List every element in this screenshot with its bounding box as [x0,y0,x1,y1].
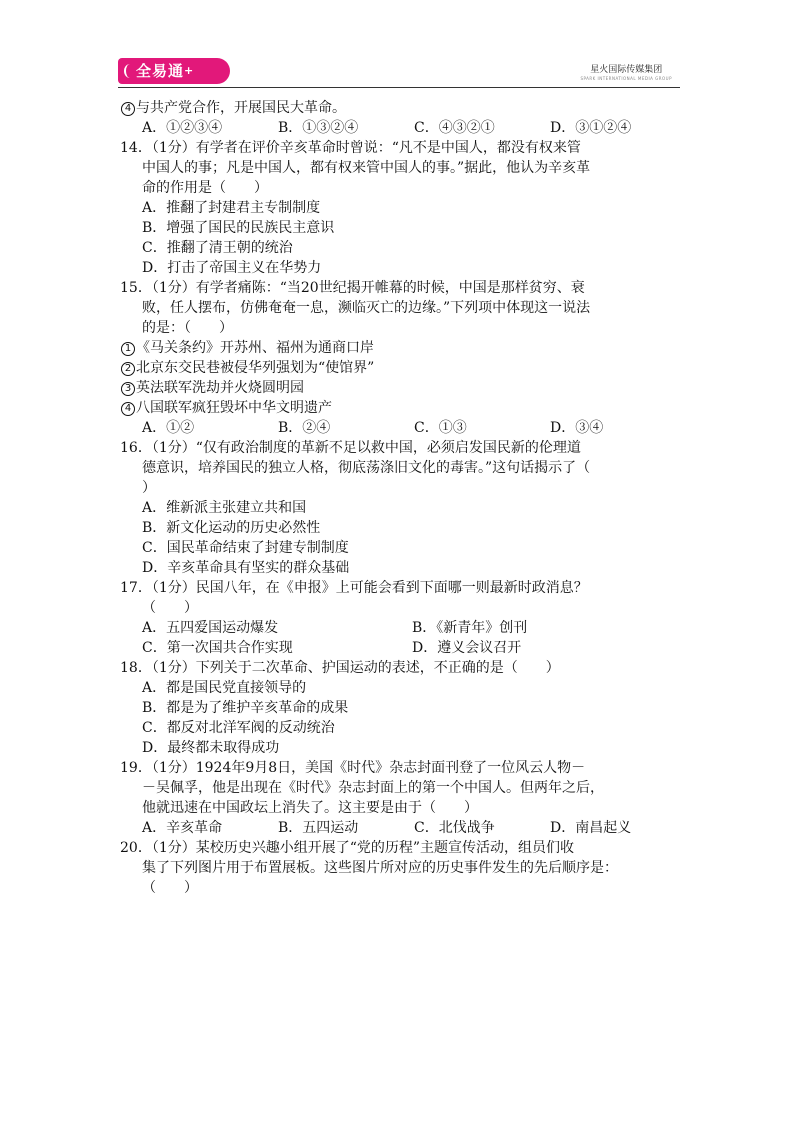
q15-stem-line: 的是：（ ） [142,320,233,336]
q15-stem-line: 15．（1分）有学者痛陈：“当20世纪揭开帷幕的时候，中国是那样贫穷、衰 [120,280,585,296]
q17-options-row [120,618,690,638]
q14-stem-line: 命的作用是（ ） [142,180,268,196]
q19-option-b: B．五四运动 [278,820,359,836]
q20-stem-line: 集了下列图片用于布置展板。这些图片所对应的历史事件发生的先后顺序是： [142,860,618,876]
q15-option-d: D．③④ [550,420,604,436]
q15-item-2: 2 北京东交民巷被侵华列强划为“使馆界” [120,358,690,378]
q13-option-d: D．③①②④ [550,120,632,136]
q14-option-b: B．增强了国民的民族民主意识 [142,220,335,236]
q14-option-c: C．推翻了清王朝的统治 [142,240,293,256]
q19-stem-line: 他就迅速在中国政坛上消失了。这主要是由于（ ） [142,800,478,816]
q18-option-c: C．都反对北洋军阀的反动统治 [142,720,335,736]
q18-option-d: D．最终都未取得成功 [142,740,280,756]
q13-option-a: A．①②③④ [142,120,223,136]
q16-option-b: B．新文化运动的历史必然性 [142,520,321,536]
page-header [118,56,680,88]
q13-item-4: 4 与共产党合作，开展国民大革命。 [120,98,690,118]
q14-stem-line: 中国人的事；凡是中国人，都有权来管中国人的事。”据此，他认为辛亥革 [142,160,591,176]
q19-stem-line: 19．（1分）1924年9月8日，美国《时代》杂志封面刊登了一位风云人物－ [120,760,586,776]
q15-option-a: A．①② [142,420,195,436]
q16-option-c: C．国民革命结束了封建专制制度 [142,540,349,556]
q20-stem-line: 20．（1分）某校历史兴趣小组开展了“党的历程”主题宣传活动，组员们收 [120,840,575,856]
q18-option-a: A．都是国民党直接领导的 [142,680,307,696]
logo-plus: + [184,64,195,77]
q17-option-b: B．《新青年》创刊 [412,620,528,636]
q19-option-c: C．北伐战争 [414,820,495,836]
q17-stem-line: （ ） [142,600,198,616]
q18-option-b: B．都是为了维护辛亥革命的成果 [142,700,349,716]
q15-stem-line: 败，任人摆布，仿佛奄奄一息，濒临灭亡的边缘。”下列项中体现这一说法 [142,300,591,316]
question-list [120,98,690,898]
q13-option-c: C．④③②① [414,120,495,136]
q19-stem-line: －吴佩孚，他是出现在《时代》杂志封面上的第一个中国人。但两年之后， [142,780,604,796]
q15-options [120,418,690,438]
q15-option-c: C．①③ [414,420,467,436]
q15-option-b: B．②④ [278,420,331,436]
q13-option-b: B．①③②④ [278,120,359,136]
publisher-subtitle: SPARK INTERNATIONAL MEDIA GROUP [580,76,672,81]
q15-item-3: 3 英法联军洗劫并火烧圆明园 [120,378,690,398]
q16-option-d: D．辛亥革命具有坚实的群众基础 [142,560,350,576]
q15-item-4: 4 八国联军疯狂毁坏中华文明遗产 [120,398,690,418]
q16-stem-line: ） [142,480,156,496]
q13-options [120,118,690,138]
q14-stem-line: 14．（1分）有学者在评价辛亥革命时曾说：“凡不是中国人，都没有权来管 [120,140,581,156]
brand-logo [118,58,230,84]
q19-options [120,818,690,838]
q17-option-c: C．第一次国共合作实现 [142,640,293,656]
q16-stem-line: 德意识，培养国民的独立人格，彻底荡涤旧文化的毒害。”这句话揭示了（ [142,460,591,476]
q17-option-a: A．五四爱国运动爆发 [142,620,279,636]
q17-options-row [120,638,690,658]
header-divider [118,87,680,88]
q19-option-a: A．辛亥革命 [142,820,223,836]
q15-item-1: 1 《马关条约》开苏州、福州为通商口岸 [120,338,690,358]
publisher-name [580,62,672,81]
logo-swoosh-icon [124,64,136,78]
q16-option-a: A．维新派主张建立共和国 [142,500,307,516]
q19-option-d: D．南昌起义 [550,820,632,836]
q17-option-d: D．遵义会议召开 [412,640,522,656]
q20-stem-line: （ ） [142,880,198,896]
q18-stem-line: 18．（1分）下列关于二次革命、护国运动的表述，不正确的是（ ） [120,660,560,676]
q16-stem-line: 16．（1分）“仅有政治制度的革新不足以救中国，必须启发国民新的伦理道 [120,440,581,456]
logo-text: 全易通 [136,62,185,80]
q14-option-d: D．打击了帝国主义在华势力 [142,260,322,276]
q17-stem-line: 17．（1分）民国八年，在《申报》上可能会看到下面哪一则最新时政消息？ [120,580,588,596]
q14-option-a: A．推翻了封建君主专制制度 [142,200,321,216]
publisher-title: 星火国际传媒集团 [590,65,663,75]
